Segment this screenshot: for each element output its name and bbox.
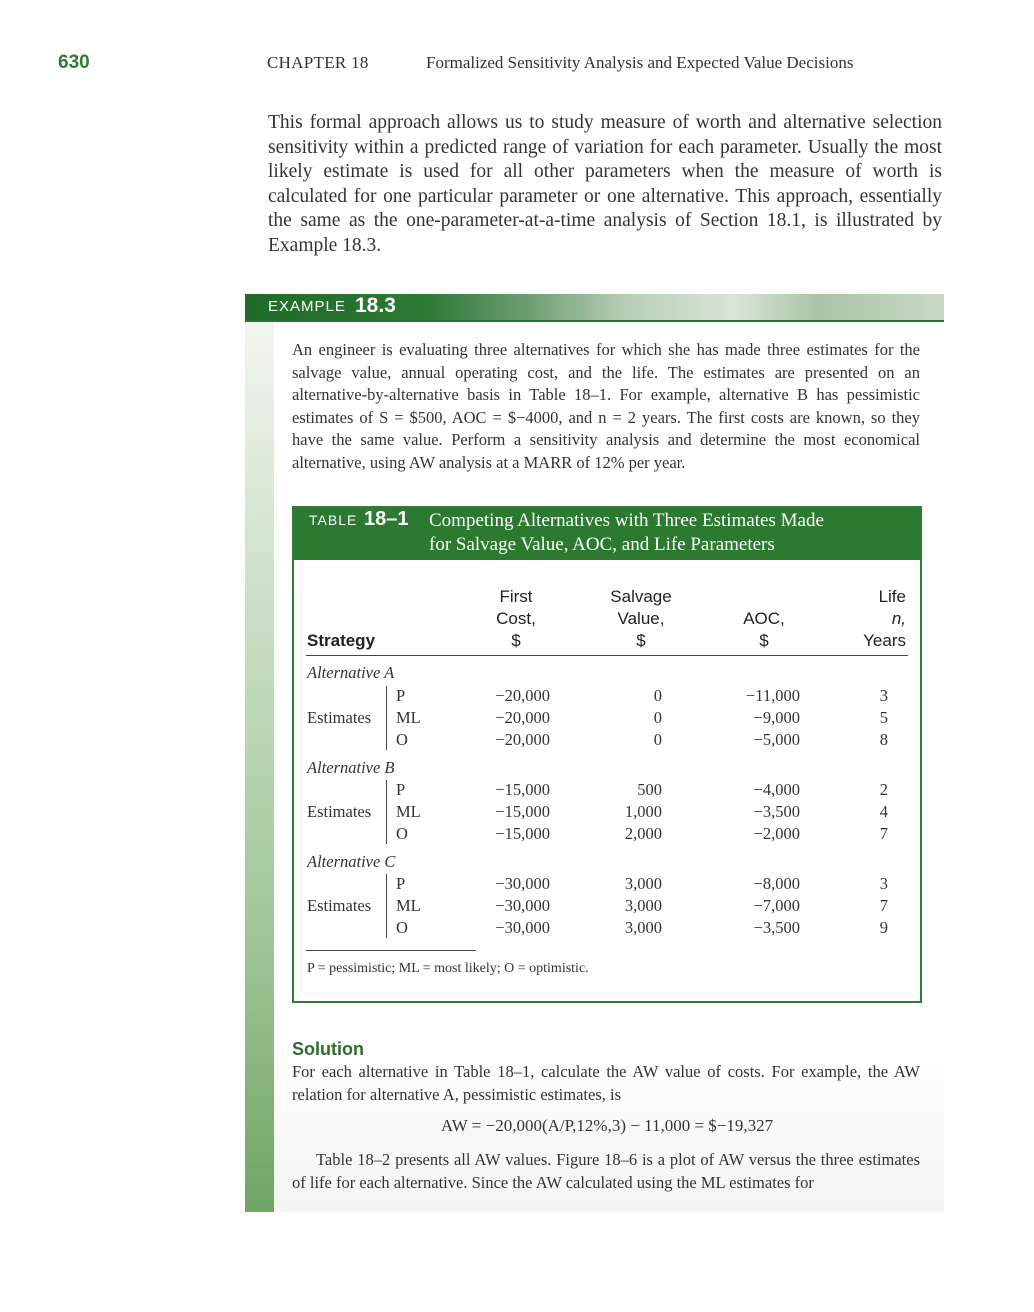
example-number: 18.3 — [355, 294, 396, 317]
column-header-first-cost — [472, 586, 560, 652]
row-salvage: 3,000 — [624, 874, 662, 893]
row-life: 5 — [879, 708, 888, 727]
col-salvage-line-3: $ — [636, 631, 646, 650]
estimates-label-b: Estimates — [307, 802, 372, 821]
solution-paragraph-2: Table 18–2 presents all AW values. Figure 18–6 is a plot of AW versus the three estimates of life for each alternative. Since the AW calculated using the ML estimates for — [292, 1150, 920, 1192]
row-strategy: P — [396, 780, 406, 799]
row-first-cost: −15,000 — [495, 802, 550, 821]
row-strategy: ML — [396, 896, 421, 915]
col-aoc-line-2: $ — [759, 631, 769, 650]
row-life: 4 — [879, 802, 888, 821]
table-header-band — [294, 508, 920, 560]
row-salvage: 1,000 — [624, 802, 662, 821]
page-number: 630 — [58, 52, 90, 73]
row-strategy: O — [396, 730, 408, 749]
running-title: Formalized Sensitivity Analysis and Expected Value Decisions — [426, 53, 854, 72]
row-first-cost: −30,000 — [495, 896, 550, 915]
header-rule — [306, 655, 908, 656]
table-number: 18–1 — [364, 508, 409, 530]
row-first-cost: −20,000 — [495, 708, 550, 727]
aw-equation: AW = −20,000(A/P,12%,3) − 11,000 = $−19,327 — [440, 1116, 774, 1135]
col-salvage-line-1: Salvage — [610, 587, 672, 606]
row-aoc: −4,000 — [753, 780, 800, 799]
example-banner — [245, 294, 944, 322]
alternative-a-label: Alternative A — [307, 663, 395, 682]
table-title — [429, 509, 909, 557]
row-life: 7 — [879, 896, 888, 915]
row-salvage: 0 — [653, 686, 662, 705]
row-salvage: 0 — [653, 708, 662, 727]
row-aoc: −9,000 — [753, 708, 800, 727]
row-first-cost: −30,000 — [495, 918, 550, 937]
estimates-label-c: Estimates — [307, 896, 372, 915]
intro-paragraph: This formal approach allows us to study measure of worth and alternative selection sensitivity within a predicted range of variation for each parameter. Usually the most likely estimate is used for all other parameters when the measure of worth is calculated for one particular parameter or one alternative. This approach, essentially the same as the one-parameter-at-a-time analysis of Section 18.1, is illustrated by Example 18.3. — [268, 112, 942, 256]
row-aoc: −5,000 — [753, 730, 800, 749]
table-title-line-1: Competing Alternatives with Three Estimates Made — [429, 510, 824, 531]
col-first-line-2: Cost, — [496, 609, 536, 628]
example-text: An engineer is evaluating three alternatives for which she has made three estimates for the salvage value, annual operating cost, and the life. The estimates are presented on an alternative-by-alternative basis in Table 18–1. For example, alternative B has pessimistic estimates of S = $500, AOC = $−4000, and n = 2 years. The first costs are known, so they have the same value. Perform a sensitivity analysis and determine the most economical alternative, using AW analysis at a MARR of 12% per year. — [292, 340, 920, 472]
row-aoc: −8,000 — [753, 874, 800, 893]
alternative-c-label: Alternative C — [307, 852, 396, 871]
row-strategy: P — [396, 874, 406, 893]
row-aoc: −3,500 — [753, 918, 800, 937]
row-life: 3 — [879, 874, 888, 893]
row-aoc: −2,000 — [753, 824, 800, 843]
solution-heading: Solution — [292, 1039, 364, 1059]
row-strategy: O — [396, 918, 408, 937]
chapter-label: CHAPTER 18 — [267, 53, 369, 72]
col-first-line-3: $ — [511, 631, 521, 650]
row-life: 2 — [879, 780, 888, 799]
row-first-cost: −20,000 — [495, 686, 550, 705]
row-strategy: ML — [396, 802, 421, 821]
row-first-cost: −15,000 — [495, 824, 550, 843]
row-life: 8 — [879, 730, 888, 749]
row-aoc: −3,500 — [753, 802, 800, 821]
column-header-aoc — [724, 608, 804, 652]
example-side-strip — [245, 322, 274, 1212]
bracket-a — [386, 686, 387, 750]
row-salvage: 3,000 — [624, 896, 662, 915]
row-life: 9 — [879, 918, 888, 937]
row-salvage: 2,000 — [624, 824, 662, 843]
row-aoc: −7,000 — [753, 896, 800, 915]
table-label: TABLE — [309, 512, 358, 528]
col-first-line-1: First — [499, 587, 533, 606]
row-salvage: 0 — [653, 730, 662, 749]
row-first-cost: −15,000 — [495, 780, 550, 799]
estimates-label-a: Estimates — [307, 708, 372, 727]
column-header-salvage-value — [596, 586, 686, 652]
row-aoc: −11,000 — [745, 686, 800, 705]
col-aoc-line-1: AOC, — [743, 609, 785, 628]
row-first-cost: −30,000 — [495, 874, 550, 893]
column-header-strategy: Strategy — [307, 631, 376, 650]
row-life: 7 — [879, 824, 888, 843]
row-strategy: O — [396, 824, 408, 843]
example-label: EXAMPLE — [268, 298, 346, 315]
solution-paragraph-1: For each alternative in Table 18–1, calculate the AW value of costs. For example, the AW relation for alternative A, pessimistic estimates, is — [292, 1062, 920, 1104]
row-salvage: 500 — [637, 780, 662, 799]
col-salvage-line-2: Value, — [617, 609, 665, 628]
col-life-line-2: n, — [891, 609, 906, 628]
column-header-life — [834, 586, 906, 652]
bracket-c — [386, 874, 387, 938]
table-title-line-2: for Salvage Value, AOC, and Life Parameters — [429, 534, 775, 555]
col-life-line-1: Life — [878, 587, 906, 606]
row-life: 3 — [879, 686, 888, 705]
row-salvage: 3,000 — [624, 918, 662, 937]
alternative-b-label: Alternative B — [307, 758, 395, 777]
footnote-rule — [306, 950, 476, 951]
table-18-1 — [292, 506, 922, 1003]
row-first-cost: −20,000 — [495, 730, 550, 749]
running-header — [0, 52, 1034, 82]
bracket-b — [386, 780, 387, 844]
row-strategy: ML — [396, 708, 421, 727]
row-strategy: P — [396, 686, 406, 705]
col-life-line-3: Years — [863, 631, 906, 650]
table-footnote: P = pessimistic; ML = most likely; O = optimistic. — [307, 961, 589, 976]
